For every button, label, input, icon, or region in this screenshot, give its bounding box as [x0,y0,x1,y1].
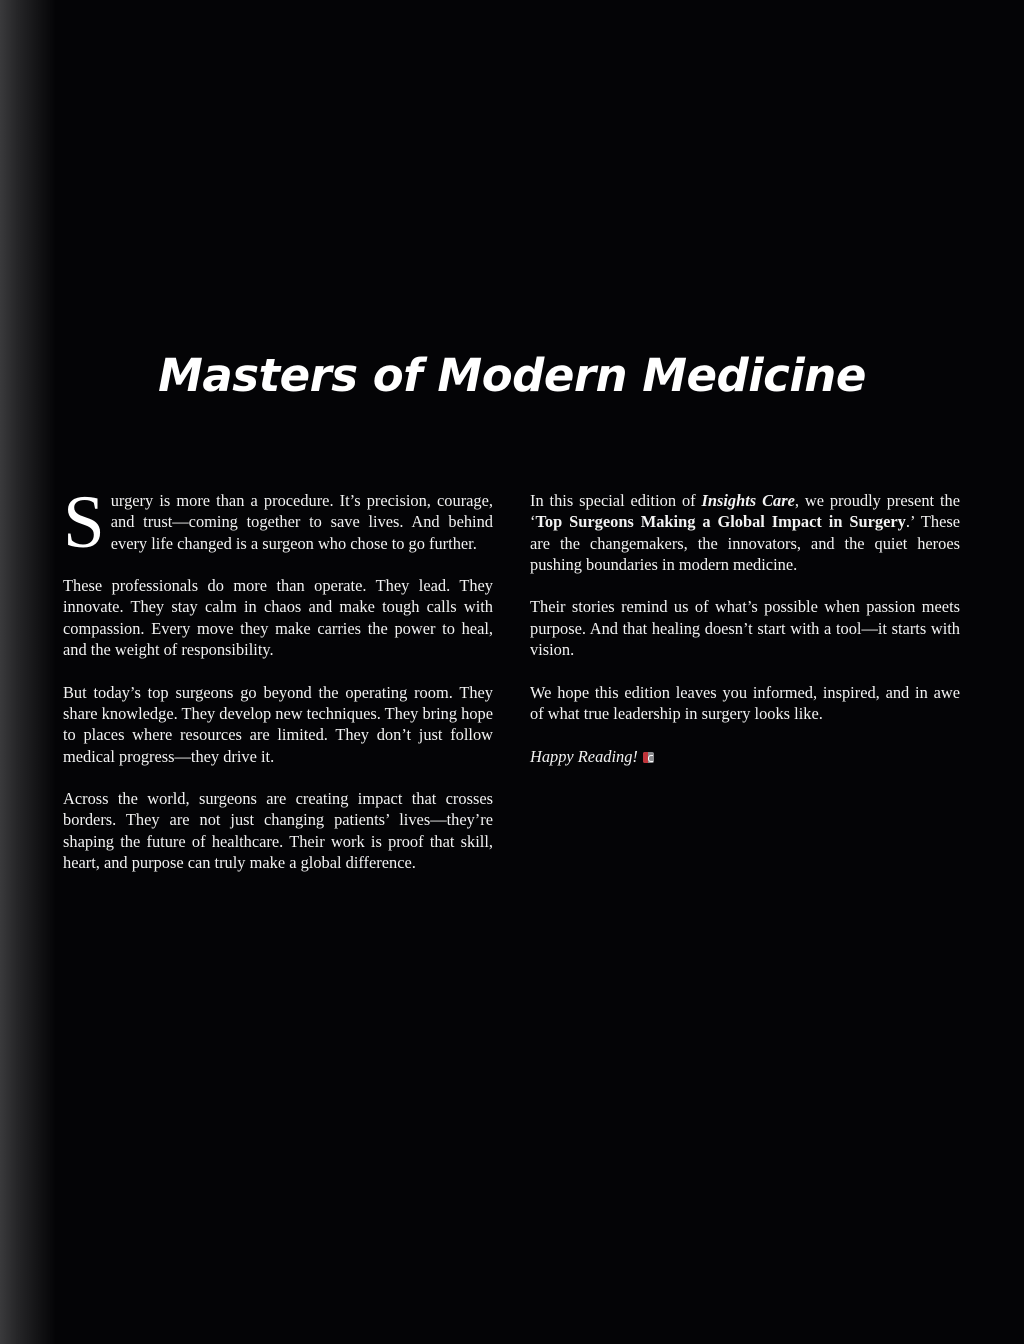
drop-cap: S [63,481,105,564]
paragraph-global-impact: Across the world, surgeons are creating impact that crosses borders. They are not just changing patients’ lives—they’re shaping the future of healthcare. Their work is proof that skill, heart, and purpose can truly make a global difference. [63,789,493,873]
left-column [63,481,493,895]
brand-name: Insights Care [701,491,795,510]
right-column [530,490,960,788]
insights-care-logo-icon [643,752,654,763]
intro-paragraph [63,481,493,564]
feature-title: Top Surgeons Making a Global Impact in Surgery [535,512,906,532]
signoff-line [530,746,960,767]
paragraph-stories: Their stories remind us of what’s possible when passion meets purpose. And that healing doesn’t start with a tool—it starts with vision. [530,597,960,660]
intro-paragraph-text: urgery is more than a procedure. It’s precision, courage, and trust—coming together to save lives. And behind every life changed is a surgeon who chose to go further. [110,491,493,553]
page-spine-shadow [0,0,56,1344]
special-edition-text-b: , we proudly present the ‘ [530,491,960,532]
signoff-text: Happy Reading! [530,746,638,766]
special-edition-text-c: .’ These are the changemakers, the innovators, and the quiet heroes pushing boundaries in modern medicine. [530,512,960,574]
special-edition-text-a: In this special edition of [530,491,702,510]
paragraph-special-edition [530,490,960,575]
paragraph-hope: We hope this edition leaves you informed, inspired, and in awe of what true leadership in surgery looks like. [530,682,960,723]
paragraph-professionals: These professionals do more than operate. They lead. They innovate. They stay calm in chaos and make tough calls with compassion. Every move they make carries the power to heal, and the weight of responsibility. [63,576,493,660]
paragraph-beyond-operating-room: But today’s top surgeons go beyond the operating room. They share knowledge. They develop new techniques. They bring hope to places where resources are limited. They don’t just follow medical progress—they drive it. [63,682,493,766]
page-title: Masters of Modern Medicine [158,349,866,402]
